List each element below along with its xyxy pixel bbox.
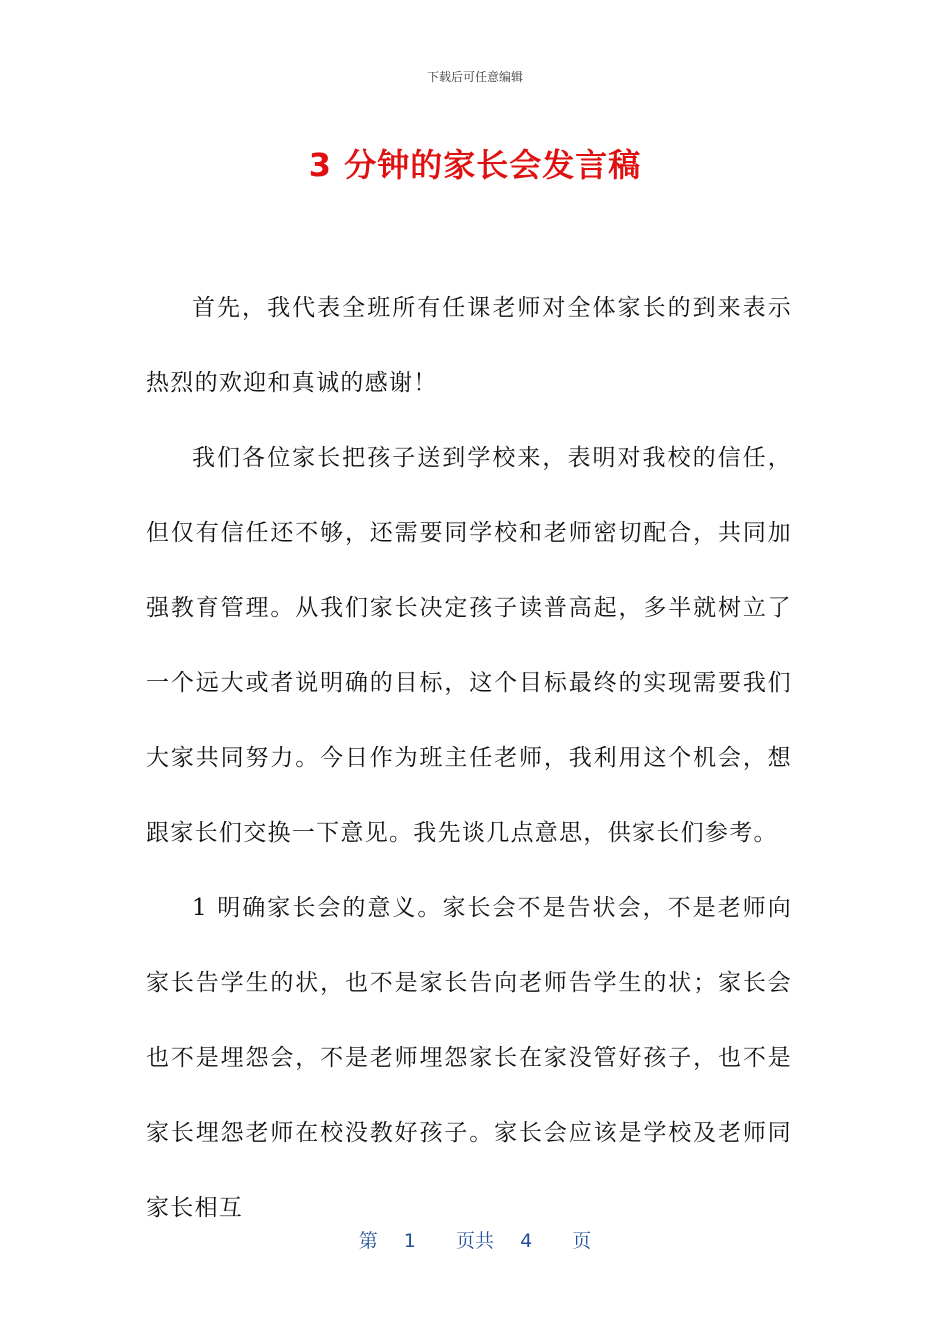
paragraph-3: 1 明确家长会的意义。家长会不是告状会，不是老师向家长告学生的状，也不是家长告向老师告学生的状；家长会也不是埋怨会，不是老师埋怨家长在家没管好孩子，也不是家长埋怨老师在校没教好孩子。家长会应该是学校及老师同家长相互 xyxy=(146,895,792,1221)
footer-page-number: 1 xyxy=(403,1230,416,1252)
footer-suffix: 页 xyxy=(572,1230,592,1252)
document-title: 3 分钟的家长会发言稿 xyxy=(308,146,642,184)
footer-total-pages: 4 xyxy=(520,1230,533,1252)
paragraph-1: 首先，我代表全班所有任课老师对全体家长的到来表示热烈的欢迎和真诚的感谢！ xyxy=(146,295,792,396)
header-note: 下载后可任意编辑 xyxy=(426,70,523,84)
paragraph-2: 我们各位家长把孩子送到学校来，表明对我校的信任，但仅有信任还不够，还需要同学校和老师密切配合，共同加强教育管理。从我们家长决定孩子读普高起，多半就树立了一个远大或者说明确的目标，这个目标最终的实现需要我们大家共同努力。今日作为班主任老师，我利用这个机会，想跟家长们交换一下意见。我先谈几点意思，供家长们参考。 xyxy=(146,445,792,846)
footer-middle: 页共 xyxy=(455,1230,494,1252)
document-body xyxy=(146,271,792,1246)
page-footer xyxy=(0,1226,950,1253)
footer-prefix: 第 xyxy=(358,1230,378,1252)
